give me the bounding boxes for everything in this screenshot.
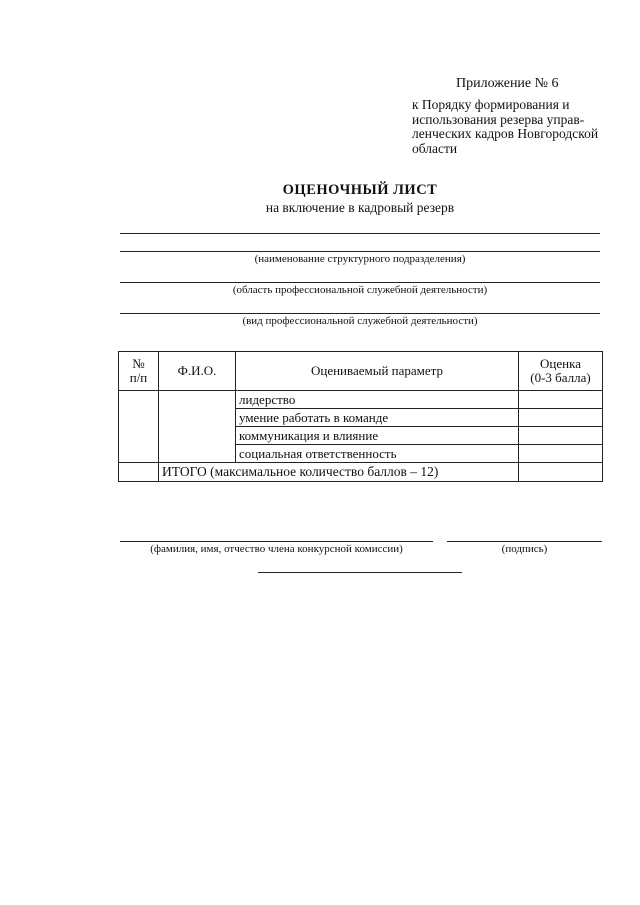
table-header-row xyxy=(119,352,603,391)
blank-line-2 xyxy=(120,251,600,252)
document-title: ОЦЕНОЧНЫЙ ЛИСТ xyxy=(282,182,438,198)
number-header xyxy=(119,352,159,391)
parameter-header: Оцениваемый параметр xyxy=(236,352,519,391)
blank-line-3 xyxy=(120,282,600,283)
appendix-line: к Порядку формирования и xyxy=(412,97,570,112)
document-subtitle: на включение в кадровый резерв xyxy=(265,200,455,215)
unit-name-caption: (наименование структурного подразделения) xyxy=(254,253,466,265)
evaluation-table xyxy=(118,351,603,482)
appendix-title: Приложение № 6 xyxy=(456,76,559,91)
signature-line xyxy=(447,541,602,542)
name-signature-line xyxy=(120,541,433,542)
signature-caption: (подпись) xyxy=(501,543,548,555)
appendix-text xyxy=(412,98,607,156)
number-cell xyxy=(119,391,159,463)
total-row xyxy=(119,463,603,482)
number-header-line: № xyxy=(132,356,145,371)
appendix-line: ленческих кадров Новгородской xyxy=(412,126,599,141)
score-cell xyxy=(519,427,603,445)
blank-line-1 xyxy=(120,233,600,234)
score-header xyxy=(519,352,603,391)
parameter-cell: социальная ответственность xyxy=(236,445,519,463)
activity-type-caption: (вид профессиональной служебной деятельности) xyxy=(242,315,478,327)
total-score-cell xyxy=(519,463,603,482)
appendix-line: использования резерва управ- xyxy=(412,111,585,127)
fio-header: Ф.И.О. xyxy=(159,352,236,391)
appendix-header xyxy=(412,76,607,156)
total-label: ИТОГО (максимальное количество баллов – 12) xyxy=(159,463,519,482)
blank-line-4 xyxy=(120,313,600,314)
appendix-line: области xyxy=(412,140,458,156)
score-cell xyxy=(519,409,603,427)
name-signature-caption: (фамилия, имя, отчество члена конкурсной комиссии) xyxy=(150,543,403,555)
activity-area-caption: (область профессиональной служебной деятельности) xyxy=(232,284,488,296)
score-header-line: Оценка xyxy=(540,356,581,371)
score-header-line: (0-3 балла) xyxy=(530,370,591,385)
fio-cell xyxy=(159,391,236,463)
score-cell xyxy=(519,445,603,463)
total-number-cell xyxy=(119,463,159,482)
parameter-cell: умение работать в команде xyxy=(236,409,519,427)
parameter-cell: коммуникация и влияние xyxy=(236,427,519,445)
score-cell xyxy=(519,391,603,409)
table-row xyxy=(119,391,603,409)
number-header-line: п/п xyxy=(129,370,148,385)
parameter-cell: лидерство xyxy=(236,391,519,409)
date-line xyxy=(258,572,462,573)
